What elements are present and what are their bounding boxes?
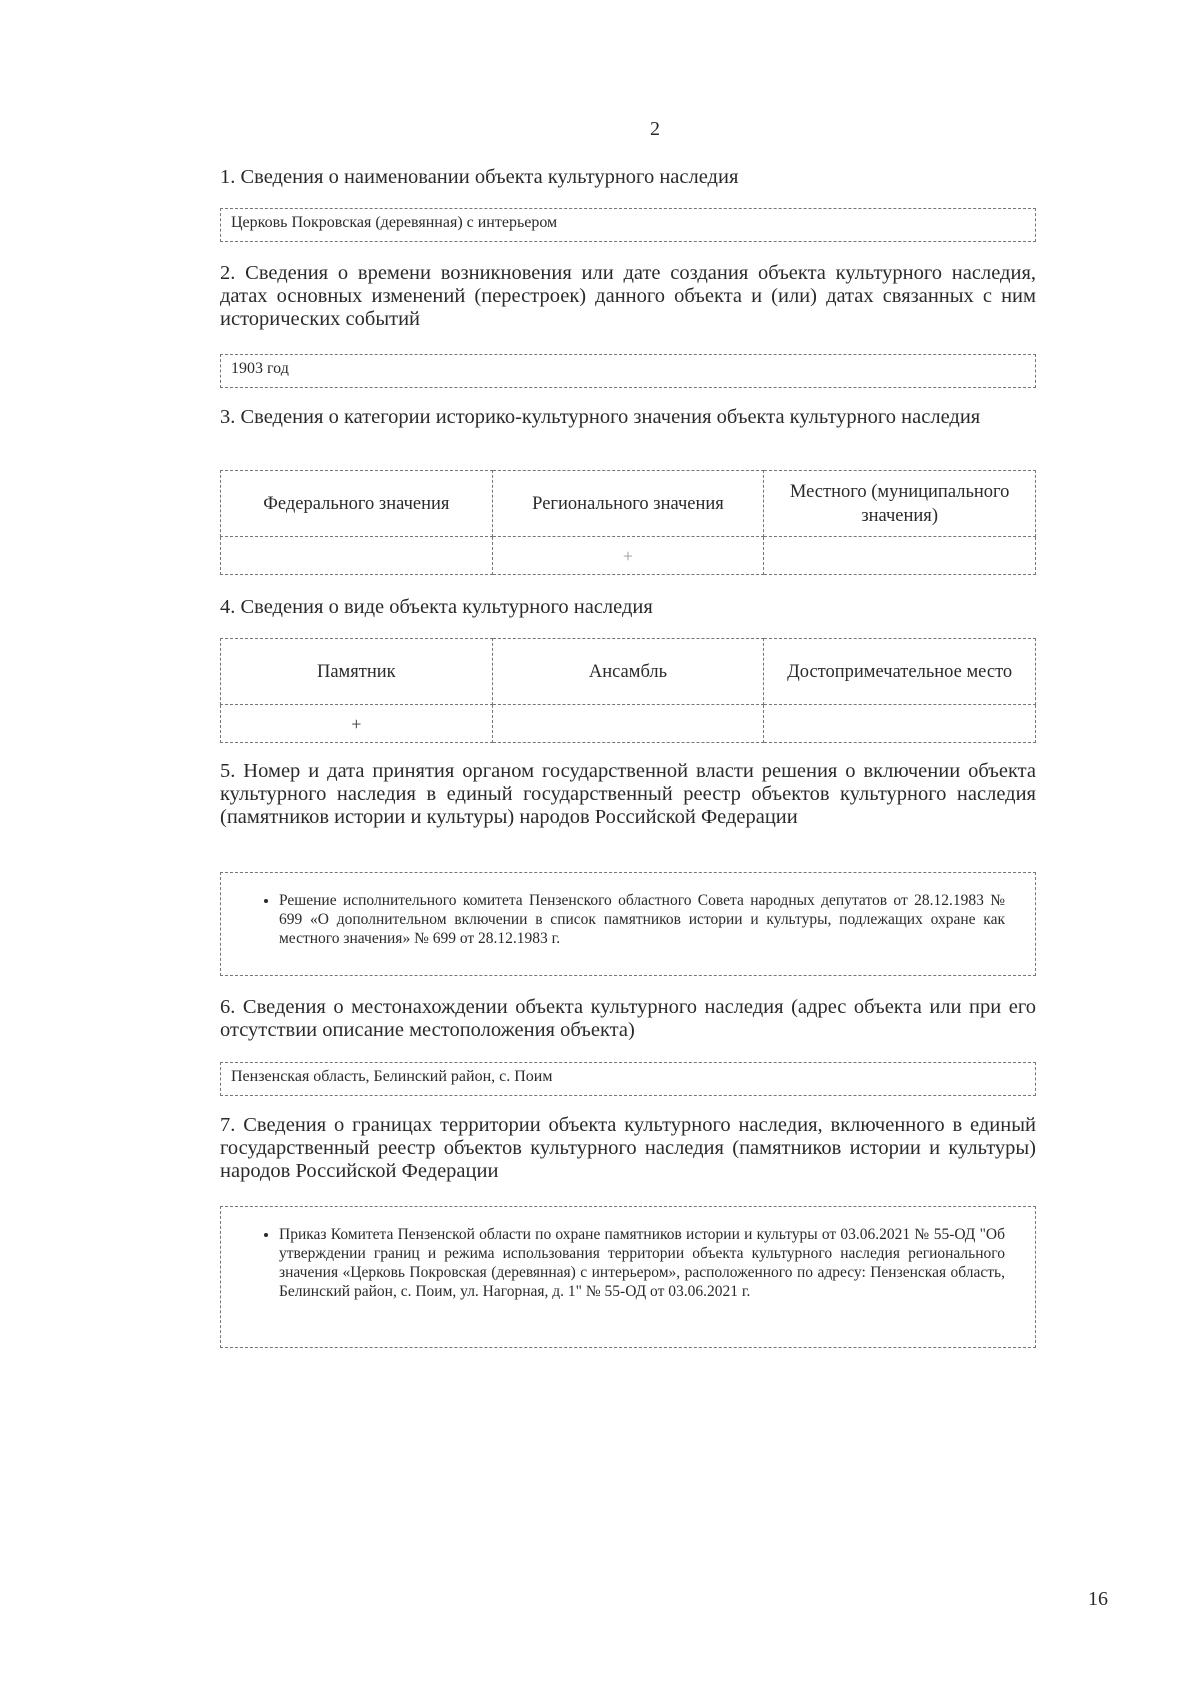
table-header-row [221, 471, 1036, 537]
table-cell-mark: + [492, 537, 764, 575]
table-cell-mark [221, 537, 493, 575]
section-1-value: Церковь Покровская (деревянная) с интерьером [231, 214, 558, 231]
section-6-value-box [220, 1062, 1036, 1096]
table-cell-mark [492, 705, 764, 743]
section-1-value-box [220, 208, 1036, 242]
column-header: Памятник [221, 639, 493, 705]
column-header: Регионального значения [492, 471, 764, 537]
table-cell-mark: + [221, 705, 493, 743]
section-5-list-box [220, 872, 1036, 976]
section-6-heading: 6. Сведения о местонахождении объекта культурного наследия (адрес объекта или при его отсутствии описание местоположения объекта) [220, 996, 1036, 1041]
page-number-bottom: 16 [1088, 1588, 1108, 1610]
section-7-list-box [220, 1206, 1036, 1348]
table-header-row [221, 639, 1036, 705]
section-5-heading: 5. Номер и дата принятия органом государственной власти решения о включении объекта культурного наследия в единый государственный реестр объектов культурного наследия (памятников истории и культуры) народов Российской Федерации [220, 760, 1036, 828]
section-5-list [261, 891, 1005, 948]
section-7-list [261, 1225, 1005, 1301]
list-item: • Приказ Комитета Пензенской области по охране памятников истории и культуры от 03.06.2021 № 55-ОД "Об утверждении границ и режима использования территории объекта культурного наследия регионального значения «Церковь Покровская (деревянная) с интерьером», расположенного по адресу: Пензенская область, Белинский район, с. Поим, ул. Нагорная, д. 1" № 55-ОД от 03.06.2021 г. [279, 1225, 1005, 1301]
page-number-top: 2 [650, 118, 660, 140]
section-6-value: Пензенская область, Белинский район, с. Поим [231, 1068, 553, 1085]
section-7-heading: 7. Сведения о границах территории объекта культурного наследия, включенного в единый государственный реестр объектов культурного наследия (памятников истории и культуры) народов Российской Федерации [220, 1114, 1036, 1182]
column-header: Ансамбль [492, 639, 764, 705]
section-2-value: 1903 год [231, 360, 289, 377]
section-2-heading: 2. Сведения о времени возникновения или дате создания объекта культурного наследия, датах основных изменений (перестроек) данного объекта и (или) датах связанных с ним исторических событий [220, 262, 1036, 330]
column-header: Федерального значения [221, 471, 493, 537]
section-1-heading: 1. Сведения о наименовании объекта культурного наследия [220, 166, 739, 188]
table-row [221, 705, 1036, 743]
table-row [221, 537, 1036, 575]
column-header: Местного (муниципального значения) [764, 471, 1036, 537]
section-2-value-box [220, 354, 1036, 388]
section-4-type-table [220, 638, 1036, 743]
column-header: Достопримечательное место [764, 639, 1036, 705]
section-3-category-table [220, 470, 1036, 575]
list-item: • Решение исполнительного комитета Пензенского областного Совета народных депутатов от 28.12.1983 № 699 «О дополнительном включении в список памятников истории и культуры, подлежащих охране как местного значения» № 699 от 28.12.1983 г. [279, 891, 1005, 948]
section-4-heading: 4. Сведения о виде объекта культурного наследия [220, 596, 653, 618]
table-cell-mark [764, 537, 1036, 575]
section-3-heading: 3. Сведения о категории историко-культурного значения объекта культурного наследия [220, 406, 981, 428]
table-cell-mark [764, 705, 1036, 743]
